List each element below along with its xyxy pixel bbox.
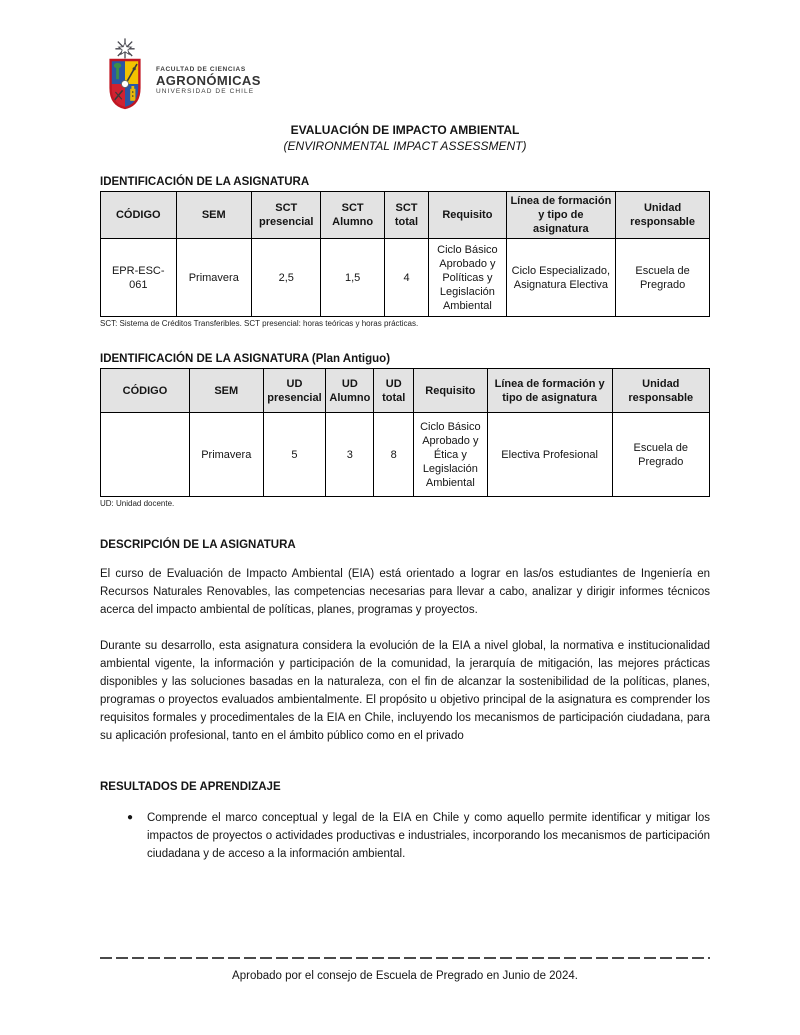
- cell-sem: Primavera: [176, 239, 252, 317]
- section-heading-descripcion: DESCRIPCIÓN DE LA ASIGNATURA: [100, 539, 296, 551]
- cell-sct-alumno: 1,5: [321, 239, 384, 317]
- learning-outcome-text: Comprende el marco conceptual y legal de la EIA en Chile y como aquello permite identificar y mitigar los impactos de proyectos o actividades productivas e industriales, incorporando los mecanismos de participación ciudadana y de acceso a la información ambiental.: [147, 812, 710, 860]
- table-row: [101, 239, 710, 317]
- document-title: EVALUACIÓN DE IMPACTO AMBIENTAL: [290, 123, 520, 137]
- col-header-sem: SEM: [189, 369, 263, 413]
- approval-note: Aprobado por el consejo de Escuela de Pregrado en Junio de 2024.: [232, 970, 578, 982]
- section-heading-resultados: RESULTADOS DE APRENDIZAJE: [100, 781, 281, 793]
- cell-requisito: Ciclo Básico Aprobado y Políticas y Legislación Ambiental: [429, 239, 506, 317]
- col-header-codigo: CÓDIGO: [101, 369, 190, 413]
- col-header-ud-total: UD total: [374, 369, 414, 413]
- description-paragraph-2: Durante su desarrollo, esta asignatura considera la evolución de la EIA a nivel global, la normativa e institucionalidad ambiental vigente, la información y participación de la comunidad, la jerarquía de mitigación, las mejores prácticas disponibles y las soluciones basadas en la naturaleza, con el fin de alcanzar la sostenibilidad de la políticas, planes, programas o proyectos evaluados ambientalmente. El propósito u objetivo principal de la asignatura es comprender los requisitos formales y procedimentales de la EIA en Chile, incluyendo los mecanismos de participación ciudadana, para su aplicación profesional, tanto en el ámbito público como en el privado: [100, 640, 710, 742]
- col-header-unidad: Unidad responsable: [616, 192, 710, 239]
- col-header-linea: Línea de formación y tipo de asignatura: [487, 369, 612, 413]
- cell-ud-alumno: 3: [326, 413, 374, 497]
- section-heading-identificacion-antiguo: IDENTIFICACIÓN DE LA ASIGNATURA (Plan Antiguo): [100, 353, 391, 365]
- identification-table-old-plan: [100, 368, 710, 497]
- cell-ud-presencial: 5: [263, 413, 326, 497]
- col-header-codigo: CÓDIGO: [101, 192, 177, 239]
- identification-table: [100, 191, 710, 317]
- logo-university-line: UNIVERSIDAD DE CHILE: [156, 88, 255, 95]
- title-block: [100, 122, 710, 154]
- table-header-row: [101, 369, 710, 413]
- col-header-sct-presencial: SCT presencial: [252, 192, 321, 239]
- footer-divider: [100, 957, 710, 959]
- cell-codigo: EPR-ESC-061: [101, 239, 177, 317]
- col-header-requisito: Requisito: [429, 192, 506, 239]
- ud-footnote: UD: Unidad docente.: [100, 499, 175, 508]
- description-paragraph-1: El curso de Evaluación de Impacto Ambiental (EIA) está orientado a lograr en las/os estudiantes de Ingeniería en Recursos Naturales Renovables, las competencias necesarias para llevar a cabo, analizar y dirigir informes técnicos acerca del impacto ambiental de políticas, planes, programas y proyectos.: [100, 568, 710, 616]
- logo-agronomicas-line: AGRONÓMICAS: [156, 73, 261, 88]
- logo-faculty-line: FACULTAD DE CIENCIAS: [156, 66, 246, 73]
- cell-linea: Electiva Profesional: [487, 413, 612, 497]
- col-header-ud-presencial: UD presencial: [263, 369, 326, 413]
- col-header-sem: SEM: [176, 192, 252, 239]
- col-header-unidad: Unidad responsable: [612, 369, 709, 413]
- col-header-linea: Línea de formación y tipo de asignatura: [506, 192, 616, 239]
- bullet-icon: ●: [127, 812, 134, 823]
- university-logo: [100, 36, 710, 112]
- col-header-requisito: Requisito: [414, 369, 488, 413]
- col-header-sct-alumno: SCT Alumno: [321, 192, 384, 239]
- page-content: [100, 0, 710, 863]
- table-row: [101, 413, 710, 497]
- col-header-sct-total: SCT total: [384, 192, 428, 239]
- cell-sct-total: 4: [384, 239, 428, 317]
- table-header-row: [101, 192, 710, 239]
- cell-unidad: Escuela de Pregrado: [612, 413, 709, 497]
- cell-sem: Primavera: [189, 413, 263, 497]
- document-subtitle: (ENVIRONMENTAL IMPACT ASSESSMENT): [283, 139, 527, 153]
- sct-footnote: SCT: Sistema de Créditos Transferibles. SCT presencial: horas teóricas y horas prácticas.: [100, 319, 419, 328]
- col-header-ud-alumno: UD Alumno: [326, 369, 374, 413]
- list-item: [100, 809, 710, 863]
- cell-codigo: [101, 413, 190, 497]
- university-crest-icon: [100, 36, 150, 112]
- logo-wordmark: [156, 66, 261, 96]
- cell-sct-presencial: 2,5: [252, 239, 321, 317]
- cell-unidad: Escuela de Pregrado: [616, 239, 710, 317]
- cell-linea: Ciclo Especializado, Asignatura Electiva: [506, 239, 616, 317]
- section-heading-identificacion: IDENTIFICACIÓN DE LA ASIGNATURA: [100, 176, 310, 188]
- cell-requisito: Ciclo Básico Aprobado y Ética y Legislación Ambiental: [414, 413, 488, 497]
- cell-ud-total: 8: [374, 413, 414, 497]
